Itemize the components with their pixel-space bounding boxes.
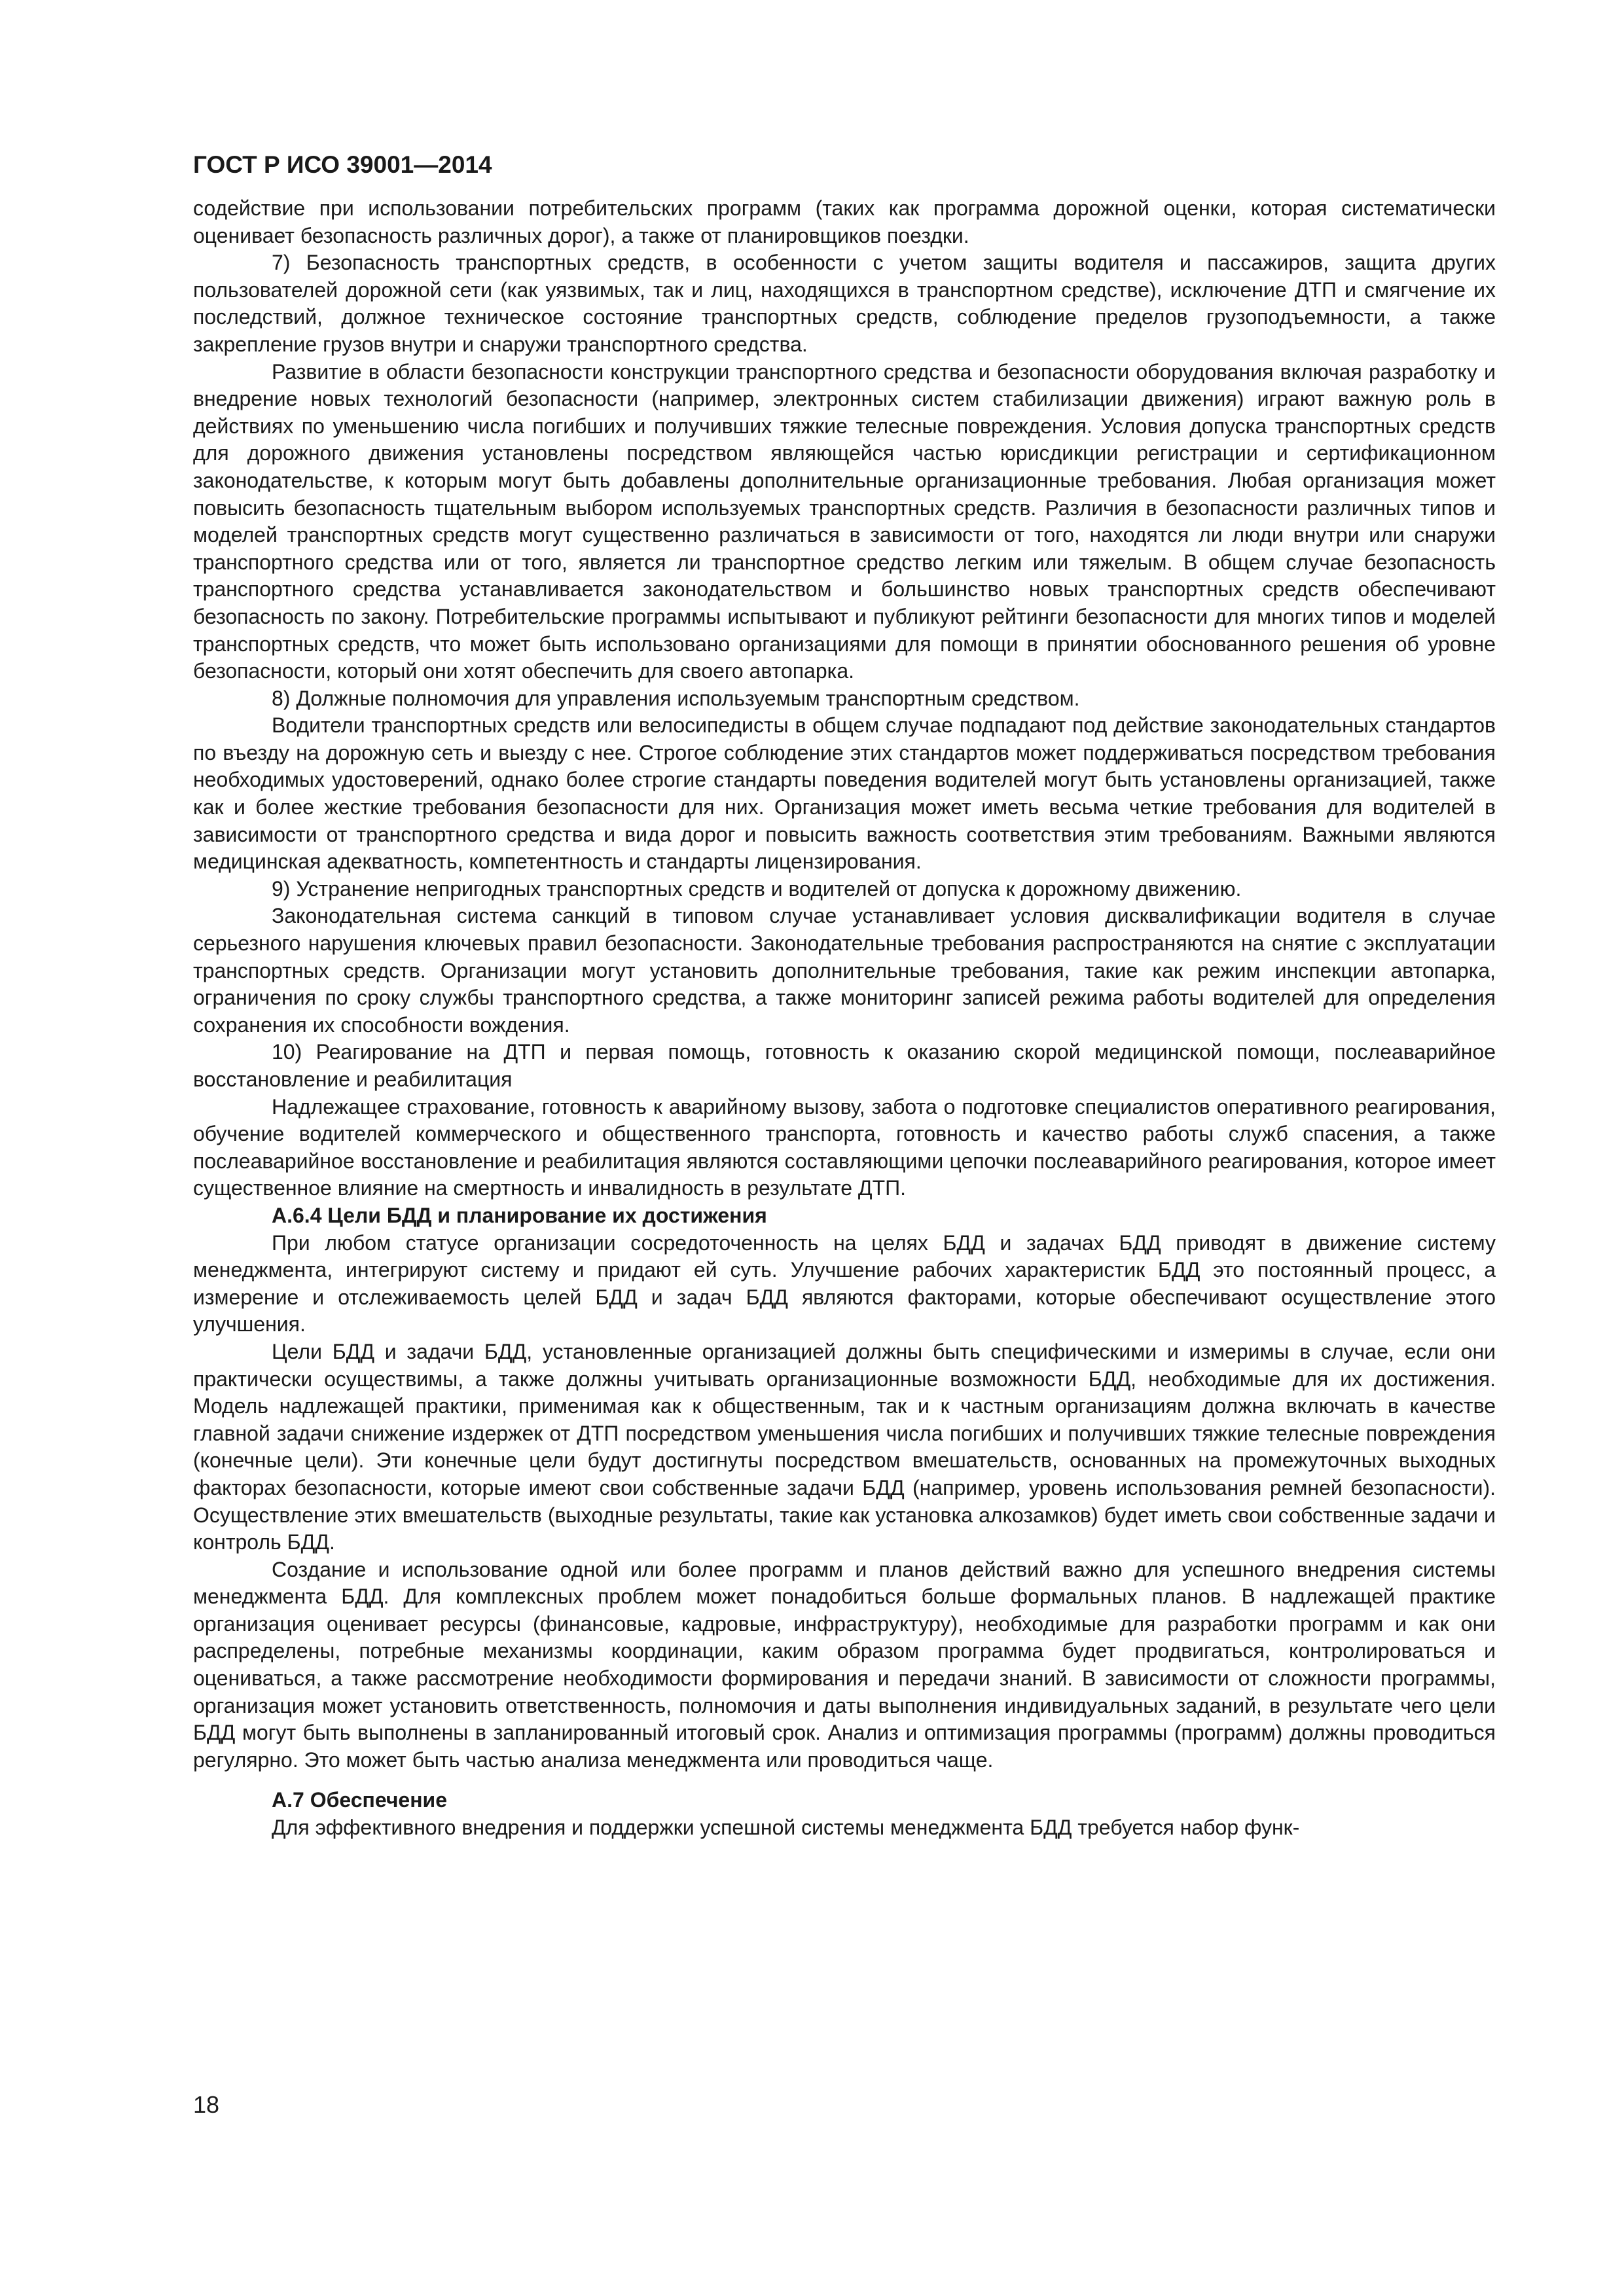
paragraph: Законодательная система санкций в типовом случае устанавливает условия дисквалификации водителя в случае серьезного нарушения ключевых правил безопасности. Законодательные требования распространяются на снятие с эксплуатации транспортных средств. Организации могут установить дополнительные требования, такие как режим инспекции автопарка, ограничения по сроку службы транспортного средства, а также мониторинг записей режима работы водителей для определения сохранения их способности вождения. xyxy=(193,904,1496,1037)
document-page xyxy=(193,151,1496,1842)
paragraph: Для эффективного внедрения и поддержки успешной системы менеджмента БДД требуется набор функ- xyxy=(272,1816,1300,1840)
document-body xyxy=(193,195,1496,1842)
standard-header: ГОСТ Р ИСО 39001—2014 xyxy=(193,151,492,178)
list-item-7: 7) Безопасность транспортных средств, в особенности с учетом защиты водителя и пассажиров, защита других пользователей дорожной сети (как уязвимых, так и лиц, находящихся в транспортном средстве), исключение ДТП и смягчение их последствий, должное техническое состояние транспортных средств, соблюдение пределов грузоподъемности, а также закрепление грузов внутри и снаружи транспортного средства. xyxy=(193,251,1496,356)
paragraph: Водители транспортных средств или велосипедисты в общем случае подпадают под действие законодательных стандартов по въезду на дорожную сеть и выезду с нее. Строгое соблюдение этих стандартов может поддерживаться посредством требования необходимых удостоверений, однако более строгие стандарты поведения водителей могут быть установлены организацией, также как и более жесткие требования безопасности для них. Организация может иметь весьма четкие требования для водителей в зависимости от транспортного средства и вида дорог и повысить важность соответствия этим требованиям. Важными являются медицинская адекватность, компетентность и стандарты лицензирования. xyxy=(193,713,1496,874)
paragraph: Развитие в области безопасности конструкции транспортного средства и безопасности оборудования включая разработку и внедрение новых технологий безопасности (например, электронных систем стабилизации движения) играют важную роль в действиях по уменьшению числа погибших и получивших тяжкие телесные повреждения. Условия допуска транспортных средств для дорожного движения установлены посредством являющейся частью юрисдикции регистрации и сертификационном законодательстве, к которым могут быть добавлены дополнительные организационные требования. Любая организация может повысить безопасность тщательным выбором используемых транспортных средств. Различия в безопасности различных типов и моделей транспортных средств могут существенно различаться в зависимости от того, находятся ли люди внутри или снаружи транспортного средства или от того, является ли транспортное средство легким или тяжелым. В общем случае безопасность транспортного средства устанавливается законодательством и большинство новых транспортных средств обеспечивают безопасность по закону. Потребительские программы испытывают и публикуют рейтинги безопасности для многих типов и моделей транспортных средств, что может быть использовано организациями для помощи в принятии обоснованного решения об уровне безопасности, который они хотят обеспечить для своего автопарка. xyxy=(193,359,1496,683)
section-heading-a-6-4: А.6.4 Цели БДД и планирование их достижения xyxy=(272,1203,767,1227)
paragraph: Создание и использование одной или более программ и планов действий важно для успешного внедрения системы менеджмента БДД. Для комплексных проблем может понадобиться больше формальных планов. В надлежащей практике организация оценивает ресурсы (финансовые, кадровые, инфраструктуру), необходимые для разработки программ и как они распределены, потребные механизмы координации, каким образом программа будет продвигаться, контролироваться и оцениваться, а также рассмотрение необходимости формирования и передачи знаний. В зависимости от сложности программы, организация может установить ответственность, полномочия и даты выполнения индивидуальных заданий, в результате чего цели БДД могут быть выполнены в запланированный итоговый срок. Анализ и оптимизация программы (программ) должны проводиться регулярно. Это может быть частью анализа менеджмента или проводиться чаще. xyxy=(193,1557,1496,1772)
list-item-9: 9) Устранение непригодных транспортных средств и водителей от допуска к дорожному движению. xyxy=(272,876,1242,901)
paragraph: При любом статусе организации сосредоточенность на целях БДД и задачах БДД приводят в движение систему менеджмента, интегрируют систему и придают ей суть. Улучшение рабочих характеристик БДД это постоянный процесс, а измерение и отслеживаемость целей БДД и задач БДД являются факторами, которые обеспечивают осуществление этого улучшения. xyxy=(193,1230,1496,1336)
list-item-8: 8) Должные полномочия для управления используемым транспортным средством. xyxy=(272,686,1080,710)
section-heading-a-7: А.7 Обеспечение xyxy=(272,1788,448,1812)
paragraph: Надлежащее страхование, готовность к аварийному вызову, забота о подготовке специалистов оперативного реагирования, обучение водителей коммерческого и общественного транспорта, готовность и качество работы служб спасения, а также послеаварийное восстановление и реабилитация являются составляющими цепочки послеаварийного реагирования, которое имеет существенное влияние на смертность и инвалидность в результате ДТП. xyxy=(193,1094,1496,1200)
list-item-10: 10) Реагирование на ДТП и первая помощь, готовность к оказанию скорой медицинской помощи, послеаварийное восстановление и реабилитация xyxy=(193,1040,1496,1091)
paragraph: Цели БДД и задачи БДД, установленные организацией должны быть специфическими и измеримы в случае, если они практически осуществимы, а также должны учитывать организационные возможности БДД, необходимые для их достижения. Модель надлежащей практики, применимая как к общественным, так и к частным организациям должна включать в качестве главной задачи снижение издержек от ДТП посредством уменьшения числа погибших и получивших тяжкие телесные повреждения (конечные цели). Эти конечные цели будут достигнуты посредством вмешательств, основанных на промежуточных выходных факторах безопасности, которые имеют свои собственные задачи БДД (например, уровень использования ремней безопасности). Осуществление этих вмешательств (выходные результаты, такие как установка алкозамков) будет иметь свои собственные задачи и контроль БДД. xyxy=(193,1339,1496,1554)
page-number: 18 xyxy=(193,2091,220,2118)
paragraph: содействие при использовании потребительских программ (таких как программа дорожной оценки, которая систематически оценивает безопасность различных дорог), а также от планировщиков поездки. xyxy=(193,196,1496,247)
